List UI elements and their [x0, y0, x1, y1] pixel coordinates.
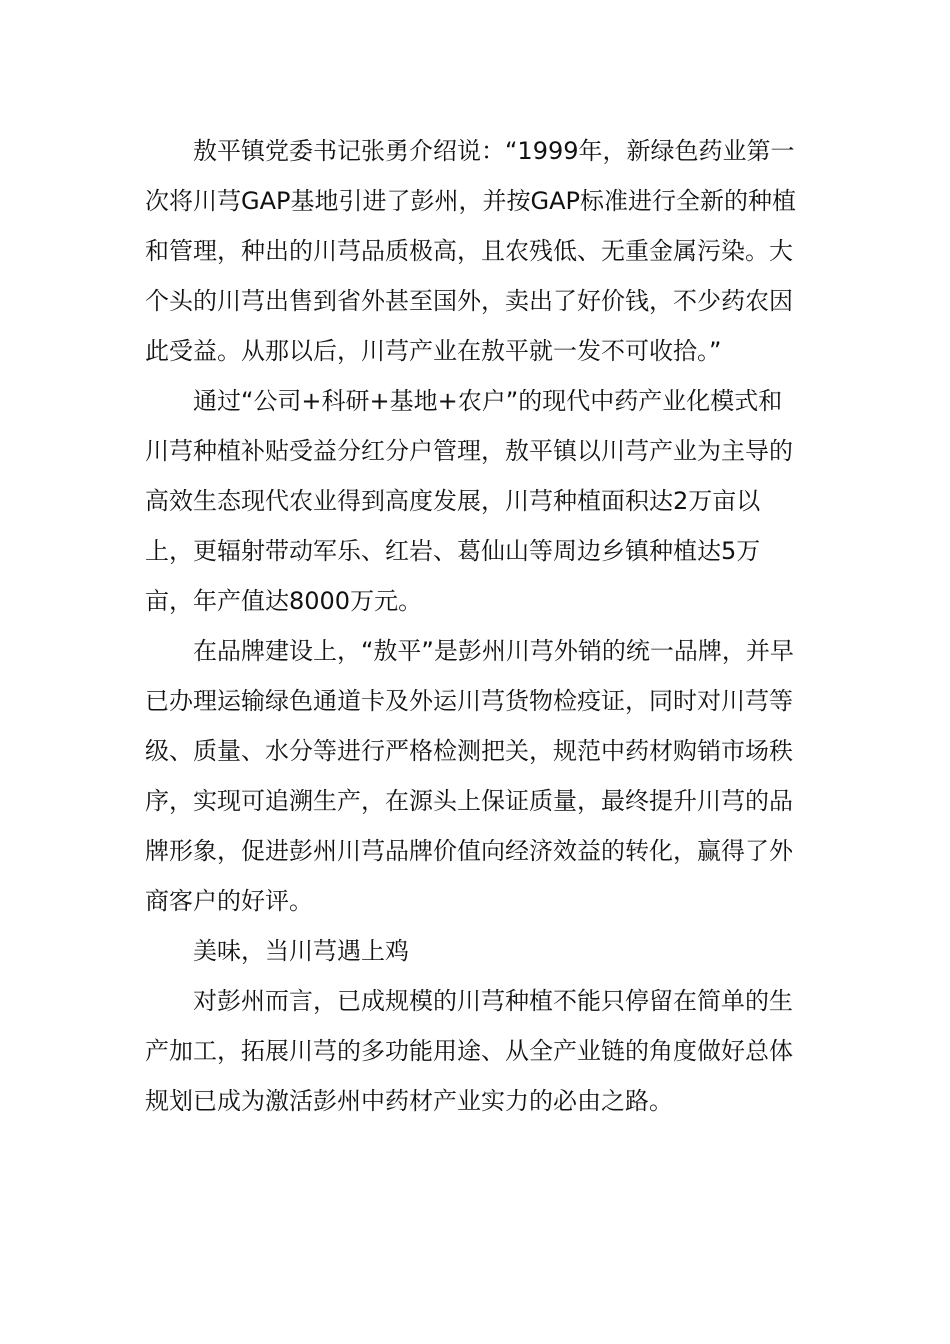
paragraph-interview: 敖平镇党委书记张勇介绍说：“1999年，新绿色药业第一次将川芎GAP基地引进了彭州，并按GAP标准进行全新的种植和管理，种出的川芎品质极高，且农残低、无重金属污染。大个头的川芎出售到省外甚至国外，卖出了好价钱，不少药农因此受益。从那以后，川芎产业在敖平就一发不可收拾。”: [145, 137, 796, 365]
paragraph-brand-building: 在品牌建设上，“敖平”是彭州川芎外销的统一品牌，并早已办理运输绿色通道卡及外运川芎货物检疫证，同时对川芎等级、质量、水分等进行严格检测把关，规范中药材购销市场秩序，实现可追溯生产，在源头上保证质量，最终提升川芎的品牌形象，促进彭州川芎品牌价值向经济效益的转化，赢得了外商客户的好评。: [145, 637, 794, 915]
paragraph-industry-model: 通过“公司+科研+基地+农户”的现代中药产业化模式和川芎种植补贴受益分红分户管理，敖平镇以川芎产业为主导的高效生态现代农业得到高度发展，川芎种植面积达2万亩以上，更辐射带动军乐、红岩、葛仙山等周边乡镇种植达5万亩，年产值达8000万元。: [145, 387, 793, 615]
article-body: [145, 126, 805, 1126]
section-heading: 美味，当川芎遇上鸡: [193, 937, 409, 965]
paragraph-industry-chain: 对彭州而言，已成规模的川芎种植不能只停留在简单的生产加工，拓展川芎的多功能用途、从全产业链的角度做好总体规划已成为激活彭州中药材产业实力的必由之路。: [145, 987, 793, 1115]
